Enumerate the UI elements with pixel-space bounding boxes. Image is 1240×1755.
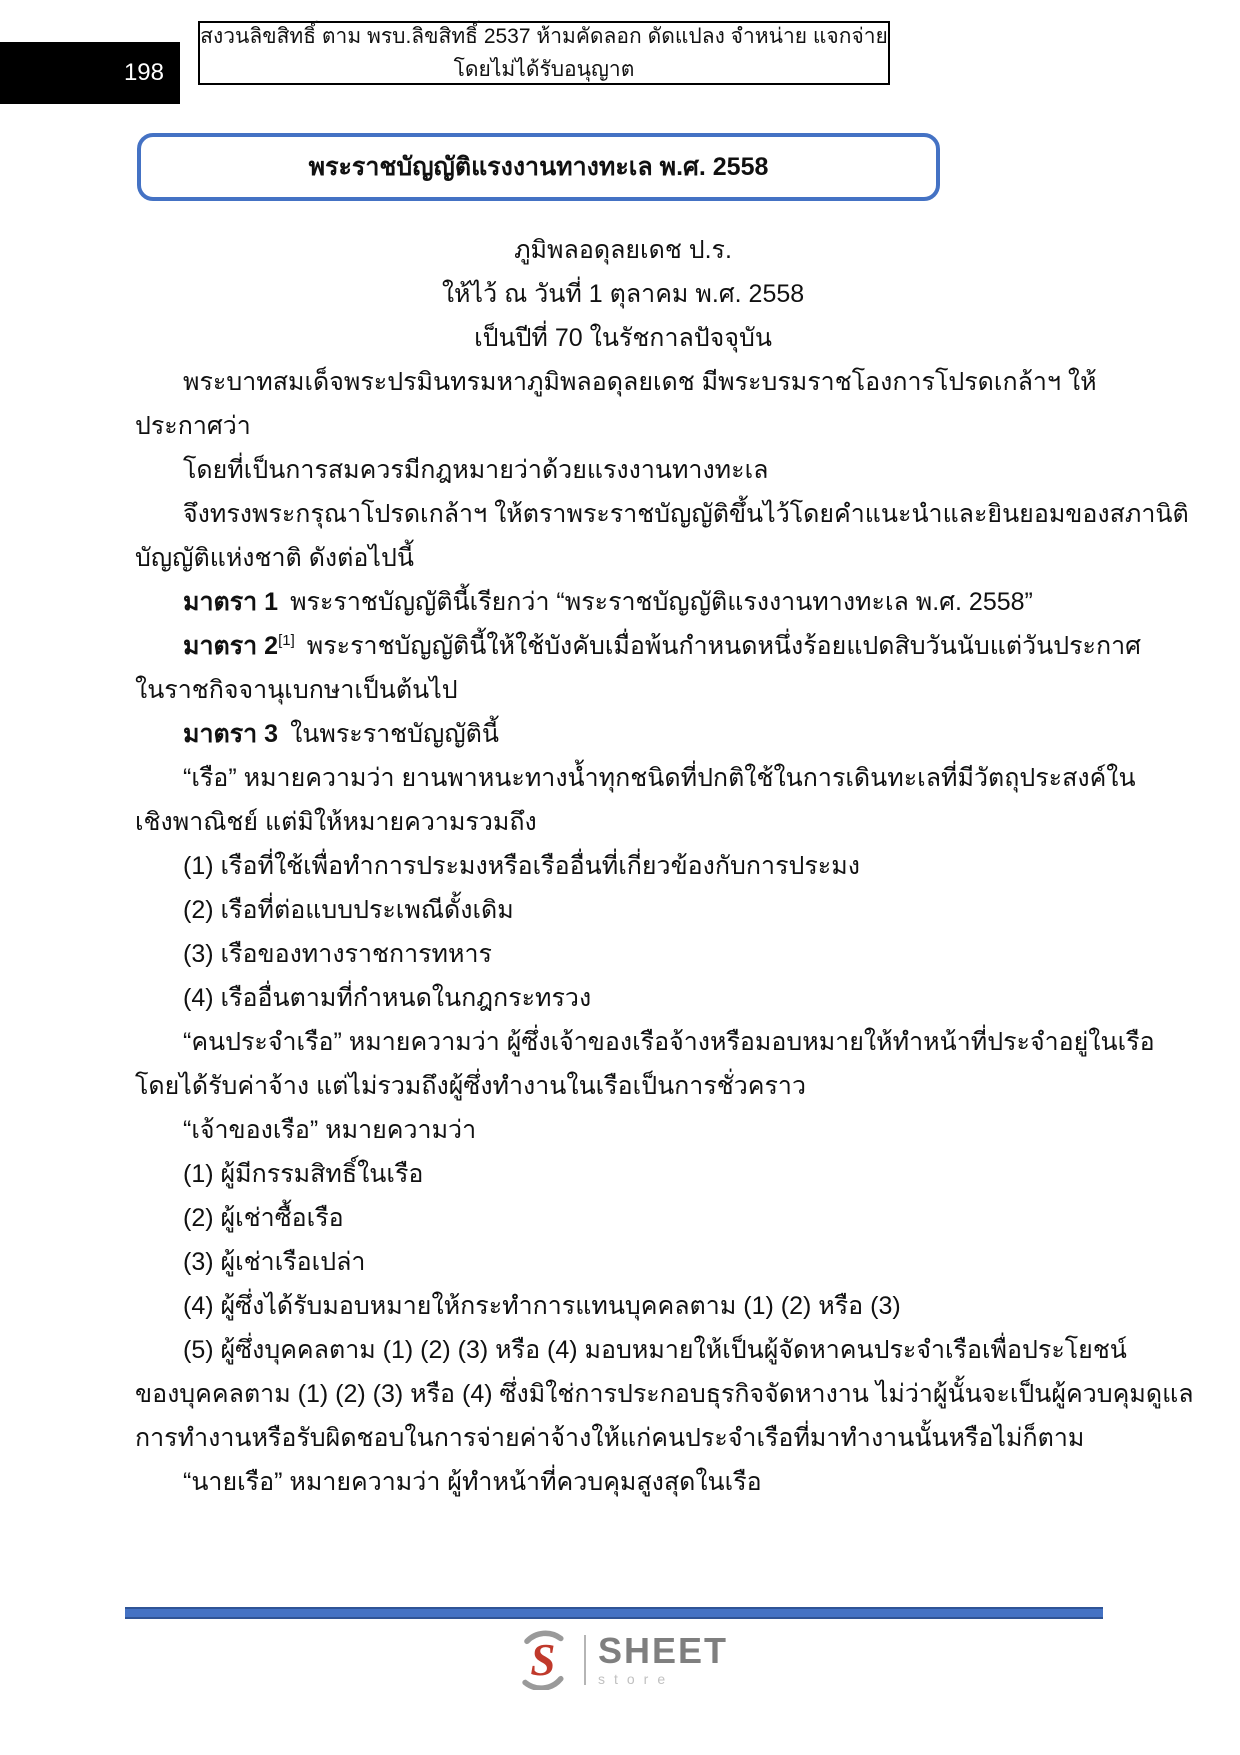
ship-exclusion-4: (4) เรืออื่นตามที่กำหนดในกฎกระทรวง: [183, 984, 592, 1012]
section-1-number: มาตรา 1: [183, 588, 279, 616]
section-3-text: ในพระราชบัญญัตินี้: [290, 720, 499, 748]
ship-exclusion-2: (2) เรือที่ต่อแบบประเพณีดั้งเดิม: [183, 896, 514, 924]
preamble-reign-year: เป็นปีที่ 70 ในรัชกาลปัจจุบัน: [474, 324, 772, 352]
section-3: [135, 712, 1111, 756]
paragraph-enactment-line2: บัญญัติแห่งชาติ ดังต่อไปนี้: [135, 544, 414, 572]
paragraph-proclamation-line1: พระบาทสมเด็จพระปรมินทรมหาภูมิพลอดุลยเดช มีพระบรมราชโองการโปรดเกล้าฯ ให้: [183, 368, 1097, 396]
ship-exclusion-3: (3) เรือของทางราชการทหาร: [183, 940, 492, 968]
sheetstore-logo: [0, 1630, 1240, 1690]
paragraph-proclamation-line2: ประกาศว่า: [135, 412, 251, 440]
definition-shipowner: “เจ้าของเรือ” หมายความว่า: [183, 1116, 477, 1144]
shipowner-item-2: (2) ผู้เช่าซื้อเรือ: [183, 1204, 344, 1232]
shipowner-item-4: (4) ผู้ซึ่งได้รับมอบหมายให้กระทำการแทนบุคคลตาม (1) (2) หรือ (3): [183, 1292, 901, 1320]
definition-ship-line1: “เรือ” หมายความว่า ยานพาหนะทางน้ำทุกชนิดที่ปกติใช้ในการเดินทะเลที่มีวัตถุประสงค์ใน: [183, 764, 1136, 792]
footer-divider-bar: [125, 1607, 1103, 1619]
preamble-given-date: ให้ไว้ ณ วันที่ 1 ตุลาคม พ.ศ. 2558: [441, 280, 805, 308]
shipowner-item-5-line2: ของบุคคลตาม (1) (2) (3) หรือ (4) ซึ่งมิใช่การประกอบธุรกิจจัดหางาน ไม่ว่าผู้นั้นจะเป็นผู้ควบคุมดูแล: [135, 1380, 1194, 1408]
section-1: [135, 580, 1111, 624]
section-1-text: พระราชบัญญัตินี้เรียกว่า “พระราชบัญญัติแรงงานทางทะเล พ.ศ. 2558”: [290, 588, 1033, 616]
shipowner-item-1: (1) ผู้มีกรรมสิทธิ์ในเรือ: [183, 1160, 424, 1188]
act-title-box: [137, 133, 940, 201]
logo-text: [597, 1629, 729, 1687]
preamble-royal-name: ภูมิพลอดุลยเดช ป.ร.: [514, 236, 732, 264]
section-2-line1: [135, 624, 1141, 668]
svg-text:S: S: [530, 1635, 556, 1685]
footnote-reference-1: [1]: [278, 631, 295, 649]
shipowner-item-3: (3) ผู้เช่าเรือเปล่า: [183, 1248, 366, 1276]
definition-master: “นายเรือ” หมายความว่า ผู้ทำหน้าที่ควบคุมสูงสุดในเรือ: [183, 1468, 762, 1496]
section-2-text: พระราชบัญญัตินี้ให้ใช้บังคับเมื่อพ้นกำหนดหนึ่งร้อยแปดสิบวันนับแต่วันประกาศ: [306, 632, 1141, 660]
page-number: 198: [123, 59, 164, 86]
act-title: พระราชบัญญัติแรงงานทางทะเล พ.ศ. 2558: [308, 153, 769, 181]
section-3-number: มาตรา 3: [183, 720, 279, 748]
logo-divider: [584, 1635, 586, 1685]
sheetstore-s-icon: [512, 1630, 572, 1690]
shipowner-item-5-line1: (5) ผู้ซึ่งบุคคลตาม (1) (2) (3) หรือ (4) มอบหมายให้เป็นผู้จัดหาคนประจำเรือเพื่อประโยชน์: [183, 1336, 1127, 1364]
paragraph-enactment-line1: จึงทรงพระกรุณาโปรดเกล้าฯ ให้ตราพระราชบัญญัติขึ้นไว้โดยคำแนะนำและยินยอมของสภานิติ: [183, 500, 1189, 528]
ship-exclusion-1: (1) เรือที่ใช้เพื่อทำการประมงหรือเรืออื่นที่เกี่ยวข้องกับการประมง: [183, 852, 860, 880]
section-2-number: มาตรา 2: [183, 632, 279, 660]
shipowner-item-5-line3: การทำงานหรือรับผิดชอบในการจ่ายค่าจ้างให้แก่คนประจำเรือที่มาทำงานนั้นหรือไม่ก็ตาม: [135, 1424, 1085, 1452]
copyright-notice-box: [198, 21, 890, 85]
copyright-text: สงวนลิขสิทธิ์ ตาม พรบ.ลิขสิทธิ์ 2537 ห้ามคัดลอก ดัดแปลง จำหน่าย แจกจ่าย โดยไม่ได้รับอนุญาต: [200, 25, 888, 81]
page-number-box: [0, 42, 180, 104]
section-2-line2: ในราชกิจจานุเบกษาเป็นต้นไป: [135, 676, 458, 704]
paragraph-whereas: โดยที่เป็นการสมควรมีกฎหมายว่าด้วยแรงงานทางทะเล: [183, 456, 769, 484]
definition-ship-line2: เชิงพาณิชย์ แต่มิให้หมายความรวมถึง: [135, 808, 537, 836]
definition-seafarer-line2: โดยได้รับค่าจ้าง แต่ไม่รวมถึงผู้ซึ่งทำงานในเรือเป็นการชั่วคราว: [135, 1072, 807, 1100]
document-body: [135, 228, 1194, 1504]
definition-seafarer-line1: “คนประจำเรือ” หมายความว่า ผู้ซึ่งเจ้าของเรือจ้างหรือมอบหมายให้ทำหน้าที่ประจำอยู่ในเรือ: [183, 1028, 1155, 1056]
logo-brand-subtitle: store: [597, 1670, 675, 1687]
logo-brand-name: SHEET: [597, 1629, 729, 1671]
